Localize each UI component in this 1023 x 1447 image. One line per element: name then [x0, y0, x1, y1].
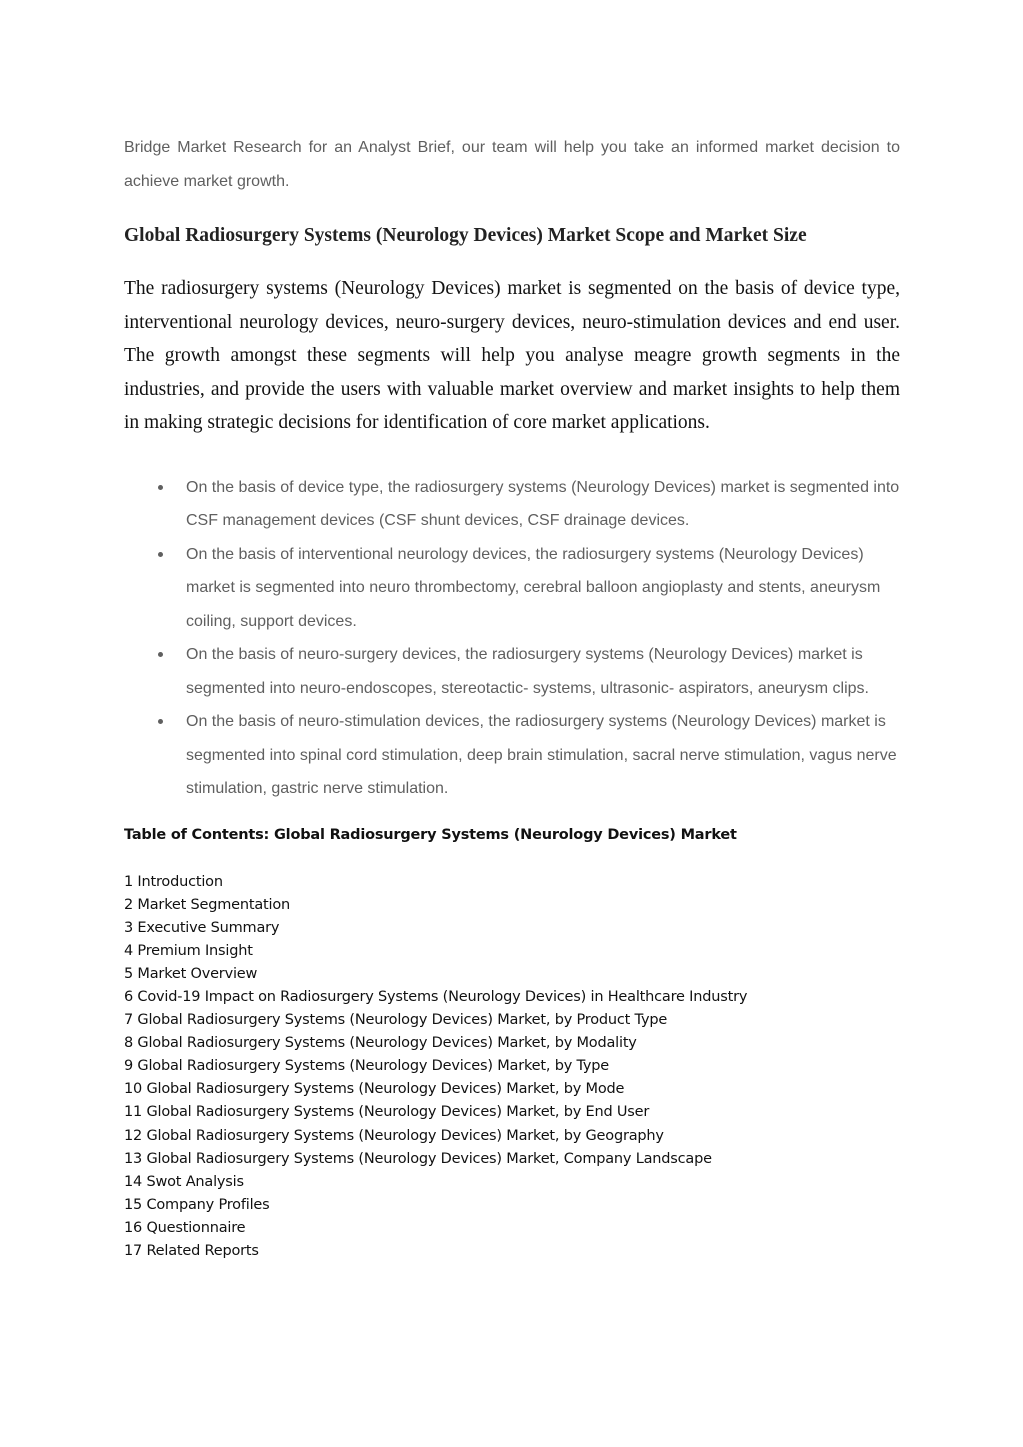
bullet-text: On the basis of interventional neurology devices, the radiosurgery systems (Neurology Devices) market is segmented into neuro thrombectomy, cerebral balloon angioplasty and stents, aneurysm coiling, support devices.	[186, 545, 881, 630]
toc-item: 1 Introduction	[124, 873, 223, 890]
toc-item: 6 Covid-19 Impact on Radiosurgery Systems (Neurology Devices) in Healthcare Industry	[124, 988, 748, 1005]
bullet-icon	[158, 552, 163, 557]
toc-item: 17 Related Reports	[124, 1243, 259, 1259]
toc-title: Table of Contents: Global Radiosurgery Systems (Neurology Devices) Market	[124, 826, 737, 843]
toc-item: 16 Questionnaire	[124, 1219, 246, 1236]
bullet-item	[124, 705, 900, 806]
toc-item: 13 Global Radiosurgery Systems (Neurology Devices) Market, Company Landscape	[124, 1150, 712, 1167]
toc-item: 8 Global Radiosurgery Systems (Neurology Devices) Market, by Modality	[124, 1035, 637, 1052]
bullet-item	[124, 538, 900, 639]
toc-item: 7 Global Radiosurgery Systems (Neurology Devices) Market, by Product Type	[124, 1012, 668, 1029]
bullet-text: On the basis of neuro-stimulation devices, the radiosurgery systems (Neurology Devices) market is segmented into spinal cord stimulation, deep brain stimulation, sacral nerve stimulation, vagus nerve stimulation, gastric nerve stimulation.	[186, 713, 897, 797]
toc-item: 10 Global Radiosurgery Systems (Neurology Devices) Market, by Mode	[124, 1081, 625, 1098]
document-page	[124, 131, 900, 1263]
body-paragraph: The radiosurgery systems (Neurology Devices) market is segmented on the basis of device type, interventional neurology devices, neuro-surgery devices, neuro-stimulation devices and end user. The growth amongst these segments will help you analyse meagre growth segments in the industries, and provide the users with valuable market overview and market insights to help them in making strategic decisions for identification of core market applications.	[124, 278, 900, 433]
toc-list	[124, 871, 900, 1264]
toc-item: 14 Swot Analysis	[124, 1173, 244, 1190]
bullet-item	[124, 471, 900, 538]
toc-item: 2 Market Segmentation	[124, 896, 290, 913]
bullet-text: On the basis of device type, the radiosurgery systems (Neurology Devices) market is segmented into CSF management devices (CSF shunt devices, CSF drainage devices.	[186, 478, 900, 529]
bullet-icon	[158, 485, 163, 490]
bullet-icon	[158, 719, 163, 724]
bullet-text: On the basis of neuro-surgery devices, the radiosurgery systems (Neurology Devices) market is segmented into neuro-endoscopes, stereotactic- systems, ultrasonic- aspirators, aneurysm clips.	[186, 646, 869, 697]
intro-paragraph: Bridge Market Research for an Analyst Brief, our team will help you take an informed market decision to achieve market growth.	[124, 139, 900, 190]
segmentation-bullet-list	[124, 471, 900, 806]
toc-item: 15 Company Profiles	[124, 1196, 270, 1213]
toc-item: 3 Executive Summary	[124, 919, 280, 936]
toc-item: 11 Global Radiosurgery Systems (Neurology Devices) Market, by End User	[124, 1104, 650, 1121]
bullet-item	[124, 638, 900, 705]
bullet-icon	[158, 652, 163, 657]
toc-item: 9 Global Radiosurgery Systems (Neurology Devices) Market, by Type	[124, 1058, 609, 1075]
toc-item: 4 Premium Insight	[124, 942, 253, 959]
toc-item: 12 Global Radiosurgery Systems (Neurology Devices) Market, by Geography	[124, 1127, 664, 1144]
section-heading: Global Radiosurgery Systems (Neurology Devices) Market Scope and Market Size	[124, 225, 807, 246]
toc-item: 5 Market Overview	[124, 965, 258, 982]
